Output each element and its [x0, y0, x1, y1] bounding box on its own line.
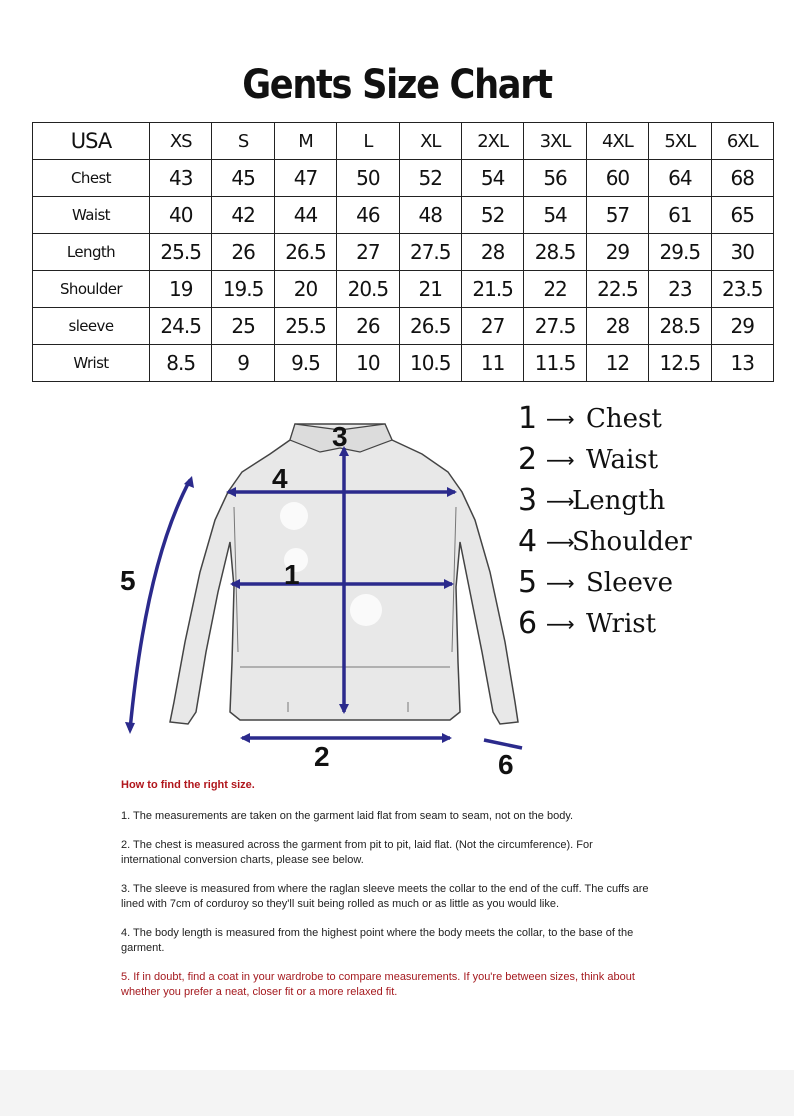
table-cell: 43 [150, 160, 212, 197]
marker-sleeve: 5 [120, 565, 136, 596]
table-cell: 27 [337, 234, 399, 271]
instruction-note: 5. If in doubt, find a coat in your wardrobe to compare measurements. If you're between sizes, think about whether you prefer a neat, closer fit or a more relaxed fit. [121, 971, 635, 998]
table-cell: 26 [337, 308, 399, 345]
table-cell: 12.5 [649, 345, 711, 382]
size-header-row [33, 123, 774, 160]
table-cell: 48 [399, 197, 461, 234]
instructions-heading: How to find the right size. [121, 779, 255, 791]
table-cell: 54 [524, 197, 586, 234]
size-header: 6XL [711, 123, 773, 160]
legend-number: 3 [518, 483, 538, 518]
table-cell: 29.5 [649, 234, 711, 271]
arrow-right-icon: ⟶ [546, 611, 575, 636]
table-cell: 28 [461, 234, 523, 271]
table-cell: 29 [586, 234, 648, 271]
measurement-label: Shoulder [33, 271, 150, 308]
table-cell: 30 [711, 234, 773, 271]
measurement-label: Length [33, 234, 150, 271]
table-cell: 22.5 [586, 271, 648, 308]
instruction-item: 4. The body length is measured from the highest point where the body meets the collar, to the base of the garment. [121, 927, 634, 954]
legend-item-length [518, 480, 788, 521]
table-cell: 64 [649, 160, 711, 197]
jacket-diagram [110, 412, 550, 782]
table-cell: 52 [461, 197, 523, 234]
legend-label: Waist [586, 444, 659, 475]
wrist-measure-line [484, 740, 522, 748]
table-cell: 45 [212, 160, 274, 197]
page-title: Gents Size Chart [242, 62, 552, 108]
marker-waist: 2 [314, 741, 330, 772]
table-cell: 23.5 [711, 271, 773, 308]
measurement-label: Waist [33, 197, 150, 234]
table-cell: 54 [461, 160, 523, 197]
table-row [33, 160, 774, 197]
arrow-head [240, 733, 250, 743]
legend-label: Wrist [586, 608, 657, 639]
table-row [33, 234, 774, 271]
table-cell: 11 [461, 345, 523, 382]
arrow-head [442, 733, 452, 743]
measurement-label: Chest [33, 160, 150, 197]
marker-wrist: 6 [498, 749, 514, 780]
arrow-right-icon: ⟶ [546, 529, 575, 554]
table-cell: 23 [649, 271, 711, 308]
table-cell: 65 [711, 197, 773, 234]
table-cell: 52 [399, 160, 461, 197]
table-row [33, 197, 774, 234]
table-cell: 26 [212, 234, 274, 271]
table-cell: 47 [274, 160, 336, 197]
size-header: 4XL [586, 123, 648, 160]
table-cell: 21 [399, 271, 461, 308]
table-cell: 29 [711, 308, 773, 345]
size-header: L [337, 123, 399, 160]
table-cell: 22 [524, 271, 586, 308]
table-cell: 57 [586, 197, 648, 234]
table-cell: 9.5 [274, 345, 336, 382]
table-cell: 19 [150, 271, 212, 308]
legend-number: 5 [518, 565, 538, 600]
legend-item-shoulder [518, 521, 788, 562]
table-cell: 28 [586, 308, 648, 345]
measurement-label: Wrist [33, 345, 150, 382]
table-cell: 26.5 [399, 308, 461, 345]
arrow-right-icon: ⟶ [546, 447, 575, 472]
table-cell: 25 [212, 308, 274, 345]
table-cell: 61 [649, 197, 711, 234]
table-cell: 40 [150, 197, 212, 234]
arrow-head [125, 722, 135, 734]
table-cell: 19.5 [212, 271, 274, 308]
legend-label: Shoulder [572, 526, 692, 557]
arrow-right-icon: ⟶ [546, 406, 575, 431]
legend-number: 4 [518, 524, 538, 559]
arrow-right-icon: ⟶ [546, 488, 575, 513]
table-cell: 42 [212, 197, 274, 234]
marker-chest: 1 [284, 559, 300, 590]
legend-number: 1 [518, 401, 538, 436]
table-cell: 10.5 [399, 345, 461, 382]
table-cell: 27.5 [399, 234, 461, 271]
table-cell: 27 [461, 308, 523, 345]
table-cell: 11.5 [524, 345, 586, 382]
table-cell: 27.5 [524, 308, 586, 345]
size-header: 2XL [461, 123, 523, 160]
size-table [32, 122, 774, 382]
table-cell: 13 [711, 345, 773, 382]
size-header: S [212, 123, 274, 160]
legend-label: Length [572, 485, 666, 516]
table-row [33, 345, 774, 382]
measurement-label: sleeve [33, 308, 150, 345]
marker-length: 3 [332, 421, 348, 452]
size-header: 5XL [649, 123, 711, 160]
legend-item-wrist [518, 603, 788, 644]
instruction-item: 3. The sleeve is measured from where the raglan sleeve meets the collar to the end of the cuff. The cuffs are lined with 7cm of corduroy so they'll suit being rolled as much or as little as you would like. [121, 883, 649, 910]
table-cell: 26.5 [274, 234, 336, 271]
table-cell: 24.5 [150, 308, 212, 345]
table-cell: 20 [274, 271, 336, 308]
table-cell: 25.5 [274, 308, 336, 345]
table-cell: 8.5 [150, 345, 212, 382]
table-row [33, 308, 774, 345]
instruction-item: 1. The measurements are taken on the garment laid flat from seam to seam, not on the body. [121, 810, 574, 822]
table-cell: 50 [337, 160, 399, 197]
table-corner-label: USA [33, 123, 150, 160]
table-row [33, 271, 774, 308]
legend-label: Sleeve [586, 567, 673, 598]
table-cell: 46 [337, 197, 399, 234]
table-cell: 12 [586, 345, 648, 382]
table-cell: 9 [212, 345, 274, 382]
size-header: XS [150, 123, 212, 160]
legend-item-sleeve [518, 562, 788, 603]
table-cell: 56 [524, 160, 586, 197]
legend-number: 2 [518, 442, 538, 477]
size-header: M [274, 123, 336, 160]
table-cell: 21.5 [461, 271, 523, 308]
table-cell: 25.5 [150, 234, 212, 271]
table-cell: 60 [586, 160, 648, 197]
table-cell: 10 [337, 345, 399, 382]
table-cell: 20.5 [337, 271, 399, 308]
measurement-legend [518, 398, 788, 644]
arrow-right-icon: ⟶ [546, 570, 575, 595]
legend-item-waist [518, 439, 788, 480]
legend-item-chest [518, 398, 788, 439]
instruction-item: 2. The chest is measured across the garment from pit to pit, laid flat. (Not the circumference). For international conversion charts, please see below. [121, 839, 593, 866]
marker-shoulder: 4 [272, 463, 288, 494]
table-cell: 44 [274, 197, 336, 234]
size-header: XL [399, 123, 461, 160]
sizing-instructions [121, 778, 651, 1014]
legend-label: Chest [586, 403, 662, 434]
table-cell: 68 [711, 160, 773, 197]
table-cell: 28.5 [524, 234, 586, 271]
jacket-button-decor [350, 594, 382, 626]
size-header: 3XL [524, 123, 586, 160]
jacket-button-decor [280, 502, 308, 530]
legend-number: 6 [518, 606, 538, 641]
table-cell: 28.5 [649, 308, 711, 345]
